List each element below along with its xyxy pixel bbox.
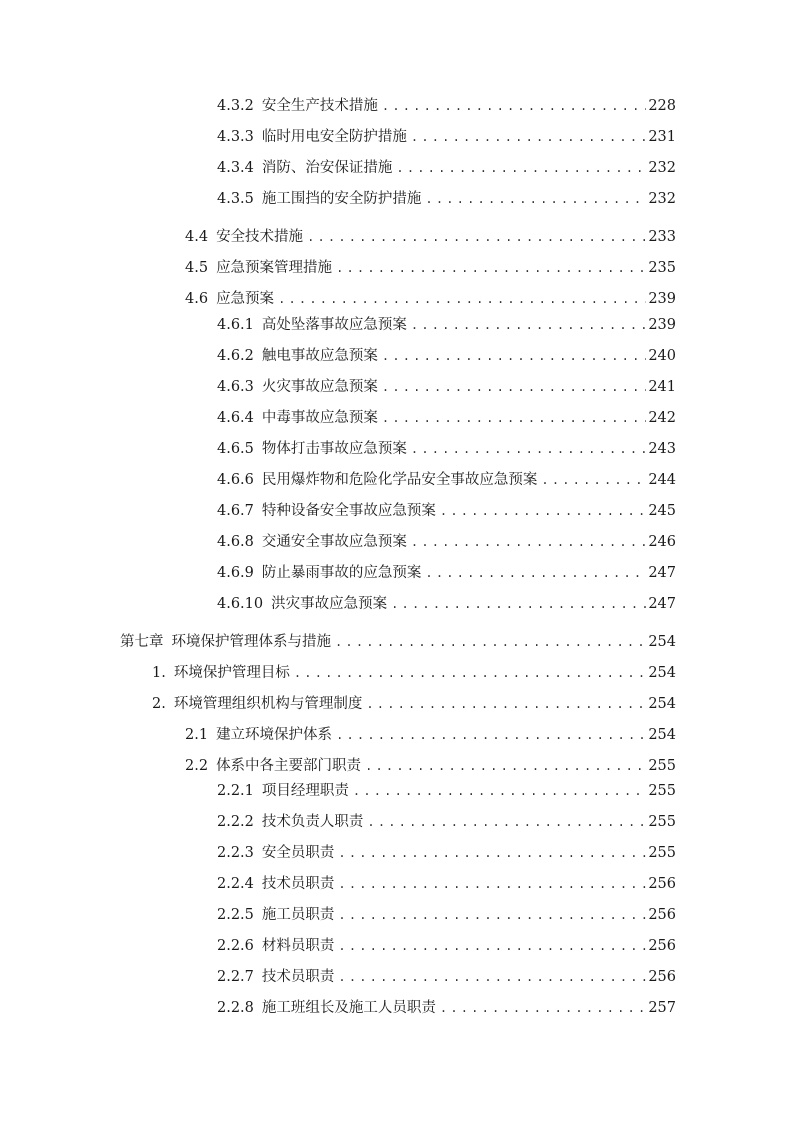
- dot-leader: [336, 935, 646, 957]
- toc-entry[interactable]: [217, 376, 676, 398]
- dot-leader: [276, 288, 646, 310]
- dot-leader: [351, 780, 646, 802]
- toc-entry-title-wrap: [185, 226, 305, 248]
- dot-leader: [409, 314, 646, 336]
- toc-entry[interactable]: [217, 593, 676, 615]
- toc-entry-number: 4.6.3: [217, 379, 254, 395]
- toc-entry-title-wrap: [217, 438, 409, 460]
- toc-entry-title-wrap: [217, 842, 336, 864]
- toc-entry-title: 临时用电安全防护措施: [261, 129, 407, 145]
- dot-leader: [363, 755, 646, 777]
- toc-entry-title: 材料员职责: [261, 938, 335, 954]
- toc-entry-page: 246: [648, 534, 676, 550]
- toc-entry-number: 2.2.5: [217, 907, 254, 923]
- toc-entry[interactable]: [217, 126, 676, 148]
- dot-leader: [334, 257, 646, 279]
- dot-leader: [409, 438, 646, 460]
- dot-leader: [394, 157, 646, 179]
- toc-entry-title: 体系中各主要部门职责: [216, 758, 362, 774]
- dot-leader: [334, 724, 646, 746]
- dot-leader: [380, 376, 646, 398]
- dot-leader: [336, 873, 646, 895]
- toc-entry-number: 2.2.7: [217, 969, 254, 985]
- dot-leader: [380, 95, 646, 117]
- toc-entry-title-wrap: [217, 157, 394, 179]
- dot-leader: [364, 693, 646, 715]
- toc-entry-number: 4.5: [185, 260, 209, 276]
- toc-entry-number: 2.2.4: [217, 876, 254, 892]
- toc-entry-title-wrap: [217, 95, 380, 117]
- toc-entry[interactable]: [217, 438, 676, 460]
- toc-entry-number: 2.1: [185, 727, 209, 743]
- toc-entry-title-wrap: [217, 873, 336, 895]
- toc-entry-page: 242: [648, 410, 676, 426]
- toc-entry-page: 255: [648, 814, 676, 830]
- toc-entry[interactable]: [217, 345, 676, 367]
- toc-entry[interactable]: [217, 997, 676, 1019]
- toc-entry-page: 247: [648, 565, 676, 581]
- dot-leader: [336, 842, 646, 864]
- toc-entry-title: 技术员职责: [261, 969, 335, 985]
- toc-entry-title: 技术负责人职责: [261, 814, 364, 830]
- toc-entry-title-wrap: [217, 935, 336, 957]
- toc-entry-title: 物体打击事故应急预案: [261, 441, 407, 457]
- dot-leader: [365, 811, 646, 833]
- toc-entry-page: 231: [648, 129, 676, 145]
- toc-entry-number: 4.3.4: [217, 160, 254, 176]
- toc-entry[interactable]: [185, 724, 676, 746]
- toc-entry[interactable]: [217, 562, 676, 584]
- toc-entry-number: 2.2: [185, 758, 209, 774]
- toc-entry-page: 256: [648, 969, 676, 985]
- toc-entry[interactable]: [185, 288, 676, 310]
- toc-entry-title: 项目经理职责: [261, 783, 349, 799]
- toc-entry[interactable]: [217, 407, 676, 429]
- toc-entry-title-wrap: [217, 407, 380, 429]
- toc-entry-number: 4.6.5: [217, 441, 254, 457]
- toc-entry-title-wrap: [152, 662, 292, 684]
- toc-entry-title-wrap: [217, 811, 365, 833]
- toc-entry-title: 施工员职责: [261, 907, 335, 923]
- toc-entry[interactable]: [217, 904, 676, 926]
- toc-entry[interactable]: [217, 314, 676, 336]
- toc-entry-number: 4.6: [185, 291, 209, 307]
- toc-entry[interactable]: [217, 95, 676, 117]
- dot-leader: [380, 345, 646, 367]
- toc-entry-page: 228: [648, 98, 676, 114]
- toc-entry[interactable]: [217, 811, 676, 833]
- toc-entry-page: 255: [648, 783, 676, 799]
- toc-entry-number: 1.: [152, 665, 166, 681]
- toc-entry-number: 4.6.6: [217, 472, 254, 488]
- toc-entry-number: 4.6.9: [217, 565, 254, 581]
- toc-entry-title-wrap: [152, 693, 364, 715]
- toc-entry-title-wrap: [217, 562, 423, 584]
- toc-entry-title-wrap: [217, 188, 423, 210]
- toc-entry-title-wrap: [217, 345, 380, 367]
- toc-entry[interactable]: [120, 631, 676, 653]
- toc-entry-number: 4.3.5: [217, 191, 254, 207]
- toc-entry-title: 防止暴雨事故的应急预案: [261, 565, 422, 581]
- toc-entry[interactable]: [217, 842, 676, 864]
- toc-entry-title-wrap: [217, 314, 409, 336]
- dot-leader: [336, 966, 646, 988]
- toc-entry-title-wrap: [217, 966, 336, 988]
- toc-entry-number: 4.6.7: [217, 503, 254, 519]
- toc-entry-title: 民用爆炸物和危险化学品安全事故应急预案: [261, 472, 538, 488]
- toc-entry-page: 232: [648, 160, 676, 176]
- toc-entry[interactable]: [185, 257, 676, 279]
- dot-leader: [336, 904, 646, 926]
- toc-entry-title: 施工班组长及施工人员职责: [261, 1000, 436, 1016]
- toc-entry-title-wrap: [217, 593, 389, 615]
- toc-entry-page: 243: [648, 441, 676, 457]
- toc-entry-title-wrap: [120, 631, 333, 653]
- dot-leader: [389, 593, 646, 615]
- dot-leader: [409, 531, 646, 553]
- toc-entry-title: 安全员职责: [261, 845, 335, 861]
- toc-entry-page: 254: [648, 727, 676, 743]
- toc-entry-page: 254: [648, 634, 676, 650]
- toc-entry-title: 洪灾事故应急预案: [271, 596, 388, 612]
- toc-entry-page: 239: [648, 317, 676, 333]
- toc-entry-title-wrap: [217, 376, 380, 398]
- toc-entry-number: 4.6.2: [217, 348, 254, 364]
- toc-entry[interactable]: [217, 188, 676, 210]
- toc-entry-number: 2.2.3: [217, 845, 254, 861]
- toc-entry-number: 2.2.2: [217, 814, 254, 830]
- toc-entry-page: 254: [648, 665, 676, 681]
- toc-entry-title-wrap: [217, 997, 438, 1019]
- toc-entry-number: 2.2.8: [217, 1000, 254, 1016]
- toc-entry-title: 技术员职责: [261, 876, 335, 892]
- toc-entry-page: 235: [648, 260, 676, 276]
- toc-entry[interactable]: [217, 966, 676, 988]
- toc-entry-title: 中毒事故应急预案: [261, 410, 378, 426]
- toc-entry-title-wrap: [217, 500, 438, 522]
- toc-entry[interactable]: [217, 469, 676, 491]
- toc-entry-number: 第七章: [120, 634, 164, 650]
- toc-entry-number: 4.3.3: [217, 129, 254, 145]
- toc-entry-title: 安全生产技术措施: [261, 98, 378, 114]
- toc-entry-title: 应急预案: [216, 291, 275, 307]
- toc-entry-title: 施工围挡的安全防护措施: [261, 191, 422, 207]
- toc-entry[interactable]: [217, 157, 676, 179]
- toc-entry[interactable]: [217, 780, 676, 802]
- toc-entry-number: 4.6.8: [217, 534, 254, 550]
- toc-entry-title: 环境保护管理目标: [173, 665, 290, 681]
- toc-entry-page: 256: [648, 938, 676, 954]
- toc-entry-title-wrap: [185, 755, 363, 777]
- toc-entry-page: 256: [648, 876, 676, 892]
- toc-entry-page: 241: [648, 379, 676, 395]
- toc-entry-title: 建立环境保护体系: [216, 727, 333, 743]
- toc-entry-title: 触电事故应急预案: [261, 348, 378, 364]
- toc-entry[interactable]: [217, 531, 676, 553]
- toc-entry-page: 233: [648, 229, 676, 245]
- dot-leader: [438, 997, 646, 1019]
- toc-entry-title-wrap: [217, 126, 409, 148]
- dot-leader: [423, 188, 646, 210]
- toc-entry-title: 交通安全事故应急预案: [261, 534, 407, 550]
- toc-entry-title-wrap: [185, 257, 334, 279]
- toc-entry-title: 火灾事故应急预案: [261, 379, 378, 395]
- toc-entry-number: 4.3.2: [217, 98, 254, 114]
- toc-entry-title: 应急预案管理措施: [216, 260, 333, 276]
- dot-leader: [305, 226, 646, 248]
- toc-entry-title: 高处坠落事故应急预案: [261, 317, 407, 333]
- toc-entry-number: 4.6.10: [217, 596, 264, 612]
- toc-entry-title-wrap: [185, 288, 276, 310]
- dot-leader: [380, 407, 646, 429]
- toc-entry-page: 245: [648, 503, 676, 519]
- toc-entry[interactable]: [217, 935, 676, 957]
- toc-entry-page: 255: [648, 758, 676, 774]
- toc-entry-page: 247: [648, 596, 676, 612]
- dot-leader: [539, 469, 646, 491]
- toc-entry[interactable]: [217, 500, 676, 522]
- toc-entry-number: 2.2.6: [217, 938, 254, 954]
- toc-entry[interactable]: [152, 662, 676, 684]
- toc-entry-number: 2.: [152, 696, 166, 712]
- toc-entry-title: 特种设备安全事故应急预案: [261, 503, 436, 519]
- dot-leader: [292, 662, 646, 684]
- toc-entry-title-wrap: [217, 469, 539, 491]
- toc-entry-page: 240: [648, 348, 676, 364]
- toc-entry[interactable]: [217, 873, 676, 895]
- dot-leader: [438, 500, 646, 522]
- toc-entry-number: 4.4: [185, 229, 209, 245]
- toc-entry-title-wrap: [217, 531, 409, 553]
- toc-entry-number: 4.6.4: [217, 410, 254, 426]
- toc-entry-page: 257: [648, 1000, 676, 1016]
- toc-entry[interactable]: [185, 755, 676, 777]
- toc-entry-page: 239: [648, 291, 676, 307]
- toc-entry-page: 244: [648, 472, 676, 488]
- toc-entry[interactable]: [152, 693, 676, 715]
- toc-entry-number: 4.6.1: [217, 317, 254, 333]
- toc-entry-title: 环境管理组织机构与管理制度: [173, 696, 363, 712]
- toc-entry-page: 255: [648, 845, 676, 861]
- toc-entry[interactable]: [185, 226, 676, 248]
- toc-entry-title-wrap: [185, 724, 334, 746]
- toc-entry-page: 254: [648, 696, 676, 712]
- toc-entry-title-wrap: [217, 904, 336, 926]
- toc-entry-title: 环境保护管理体系与措施: [171, 634, 331, 650]
- toc-entry-title-wrap: [217, 780, 351, 802]
- toc-entry-title: 消防、治安保证措施: [261, 160, 393, 176]
- dot-leader: [423, 562, 646, 584]
- dot-leader: [333, 631, 646, 653]
- toc-entry-page: 256: [648, 907, 676, 923]
- toc-entry-number: 2.2.1: [217, 783, 254, 799]
- toc-entry-page: 232: [648, 191, 676, 207]
- dot-leader: [409, 126, 646, 148]
- toc-entry-title: 安全技术措施: [216, 229, 304, 245]
